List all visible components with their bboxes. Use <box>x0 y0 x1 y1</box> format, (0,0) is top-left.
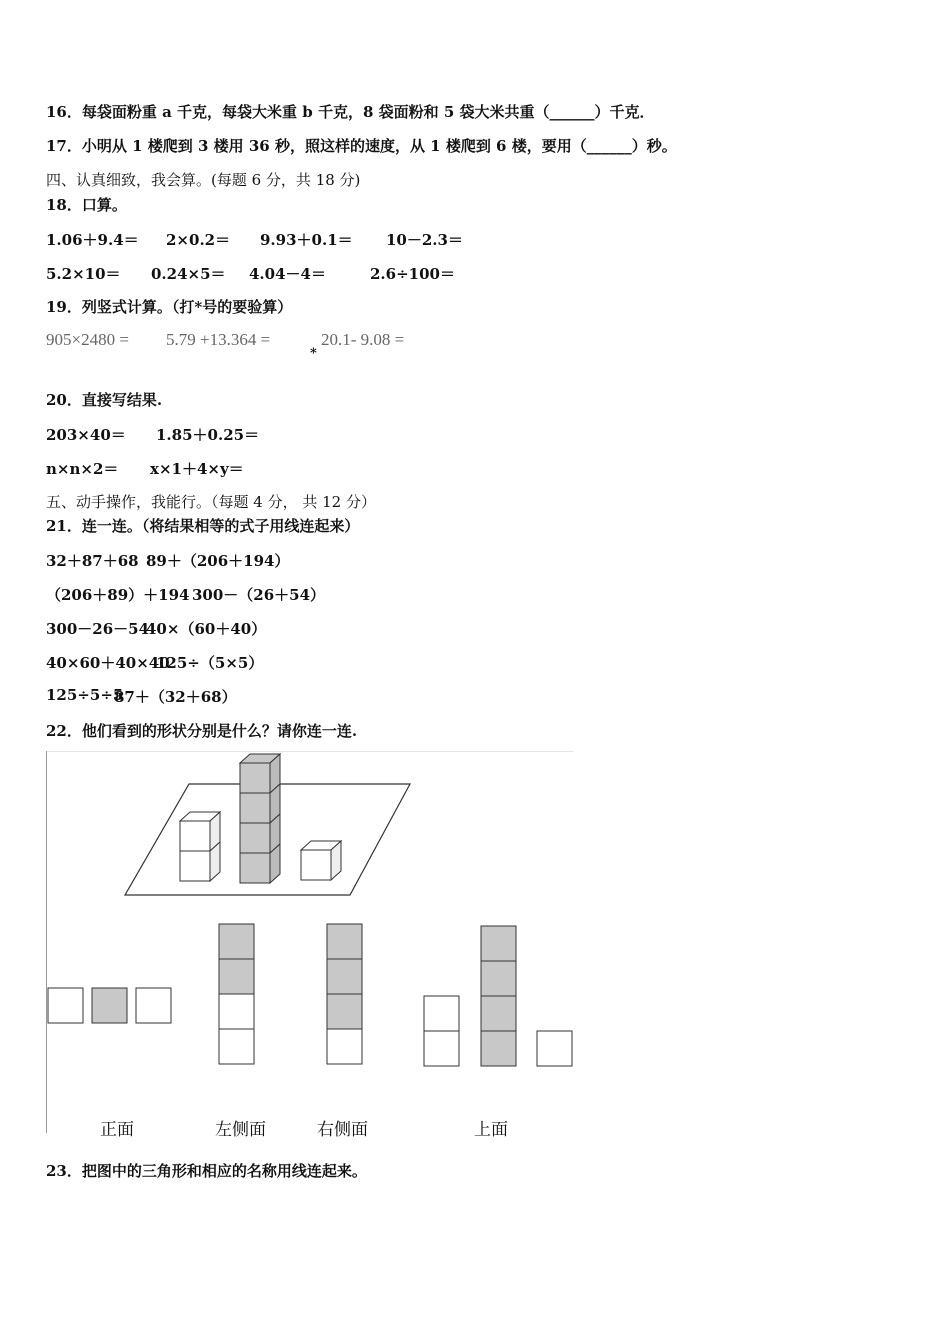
question-22-title: 22．他们看到的形状分别是什么？请你连一连. <box>46 722 358 740</box>
q19-item: 20.1- 9.08 = <box>321 330 405 349</box>
right-view-option <box>327 924 362 1064</box>
q18-item: 5.2×10＝ <box>46 265 121 283</box>
question-23: 23．把图中的三角形和相应的名称用线连起来。 <box>46 1162 367 1180</box>
q22-figure <box>46 751 574 1140</box>
question-21-title: 21．连一连。（将结果相等的式子用线连起来） <box>46 517 360 535</box>
label-front-view: 正面 <box>100 1120 134 1140</box>
middle-stack-cubes <box>240 754 280 883</box>
right-single-cube <box>301 841 341 880</box>
q21-right-expr: 40×（60＋40） <box>146 620 267 638</box>
q21-left-expr: （206＋89）＋194 <box>46 586 190 604</box>
q18-item: 0.24×5＝ <box>151 265 226 283</box>
question-18-title: 18．口算。 <box>46 196 127 214</box>
left-stack-cubes <box>180 812 220 881</box>
q18-item: 4.04－4＝ <box>249 265 326 283</box>
question-17: 17．小明从 1 楼爬到 3 楼用 36 秒，照这样的速度，从 1 楼爬到 6 楼，要用（______）秒。 <box>46 137 677 155</box>
q21-left-expr: 125÷5÷5 <box>46 686 124 704</box>
question-19-title: 19．列竖式计算。（打*号的要验算） <box>46 298 293 316</box>
question-20-title: 20．直接写结果. <box>46 391 163 409</box>
q19-item: 905×2480 = <box>46 330 129 349</box>
block-views-diagram <box>46 751 574 1136</box>
q21-left-expr: 32＋87＋68 <box>46 552 139 570</box>
q21-left-expr: 40×60＋40×40 <box>46 654 170 672</box>
left-view-option <box>219 924 254 1064</box>
section-five-heading: 五、动手操作，我能行。（每题 4 分， 共 12 分） <box>46 493 376 511</box>
label-top-view: 上面 <box>474 1120 508 1140</box>
front-view-option <box>48 988 171 1023</box>
label-right-view: 右侧面 <box>317 1120 368 1140</box>
q20-item: n×n×2＝ <box>46 460 119 478</box>
top-view-option <box>424 926 572 1066</box>
question-16: 16．每袋面粉重 a 千克，每袋大米重 b 千克，8 袋面粉和 5 袋大米共重（______）千克． <box>46 103 655 121</box>
q21-right-expr: 87＋（32＋68） <box>114 688 237 706</box>
label-left-view: 左侧面 <box>215 1120 266 1140</box>
q18-item: 2.6÷100＝ <box>370 265 455 283</box>
q20-item: x×1＋4×y＝ <box>150 460 244 478</box>
q21-right-expr: 300－（26＋54） <box>192 586 326 604</box>
q21-right-expr: 89＋（206＋194） <box>146 552 290 570</box>
q20-item: 1.85＋0.25＝ <box>156 426 260 444</box>
section-four-heading: 四、认真细致，我会算。(每题 6 分，共 18 分) <box>46 171 361 189</box>
verify-star: * <box>310 346 317 361</box>
q18-item: 10－2.3＝ <box>386 231 463 249</box>
q21-right-expr: 125÷（5×5） <box>156 654 264 672</box>
q20-item: 203×40＝ <box>46 426 126 444</box>
q18-item: 9.93＋0.1＝ <box>260 231 353 249</box>
q19-item: 5.79 +13.364 = <box>166 330 271 349</box>
q18-item: 1.06＋9.4＝ <box>46 231 139 249</box>
q21-left-expr: 300－26－54 <box>46 620 150 638</box>
q18-item: 2×0.2＝ <box>166 231 231 249</box>
